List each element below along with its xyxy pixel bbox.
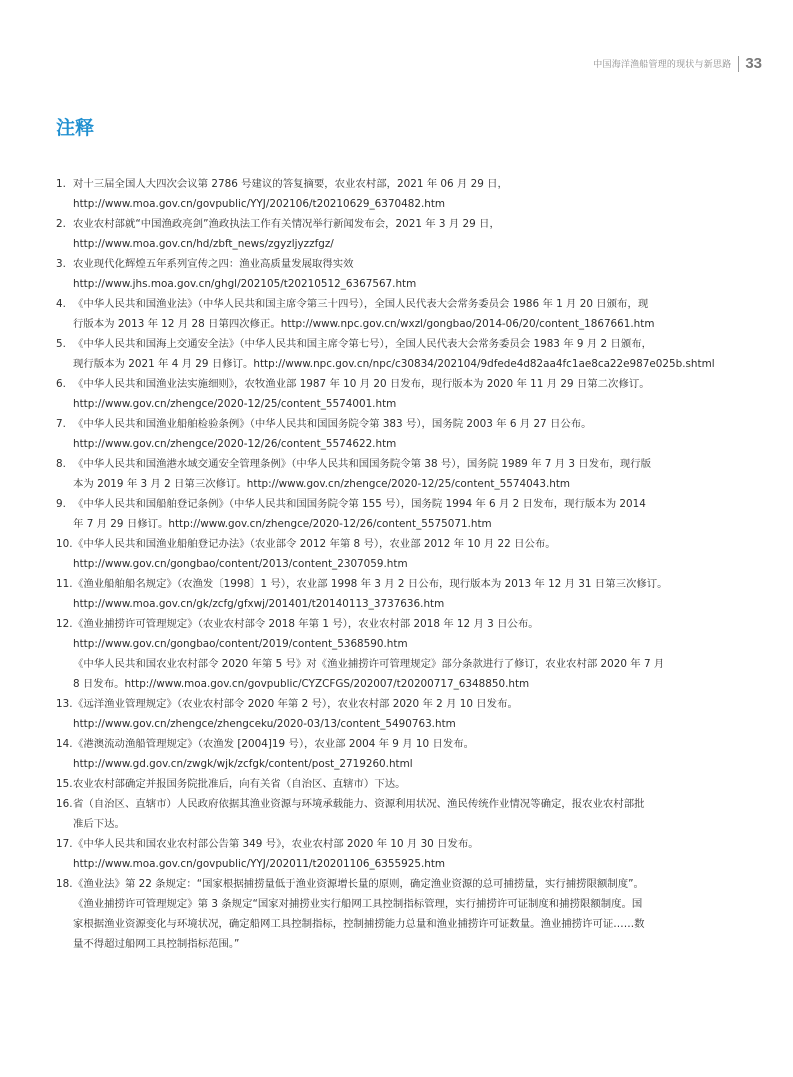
note-line: 《渔业船舶船名规定》（农渔发〔1998〕1 号），农业部 1998 年 3 月 2 日公布，现行版本为 2013 年 12 月 31 日第三次修订。 — [73, 578, 668, 590]
note-text — [73, 834, 739, 874]
note-item — [56, 414, 739, 454]
note-url: http://www.gov.cn/zhengce/2020-12/26/content_5574622.htm — [73, 438, 397, 450]
note-number: 13. — [56, 698, 73, 710]
note-line: 《中华人民共和国农业农村部令 2020 年第 5 号》对《渔业捕捞许可管理规定》部分条款进行了修订，农业农村部 2020 年 7 月 — [73, 658, 665, 670]
note-line: 《港澳流动渔船管理规定》（农渔发 [2004]19 号），农业部 2004 年 9 月 10 日发布。 — [73, 738, 475, 750]
note-item — [56, 694, 739, 734]
note-url: http://www.moa.gov.cn/govpublic/YYJ/202011/t20201106_6355925.htm — [73, 858, 446, 870]
note-line: 本为 2019 年 3 月 2 日第三次修订。http://www.gov.cn/zhengce/2020-12/25/content_5574043.htm — [73, 478, 571, 490]
note-line: 对十三届全国人大四次会议第 2786 号建议的答复摘要，农业农村部，2021 年 06 月 29 日， — [73, 178, 508, 190]
note-number: 18. — [56, 878, 73, 890]
note-url: http://www.gd.gov.cn/zwgk/wjk/zcfgk/content/post_2719260.html — [73, 758, 413, 770]
note-number: 11. — [56, 578, 73, 590]
note-item — [56, 374, 739, 414]
note-item — [56, 734, 739, 774]
running-title: 中国海洋渔船管理的现状与新思路 — [593, 60, 732, 70]
note-line: 量不得超过船网工具控制指标范围。” — [73, 938, 240, 950]
note-text — [73, 534, 739, 574]
note-text — [73, 614, 739, 694]
note-line: 《渔业法》第 22 条规定：“国家根据捕捞量低于渔业资源增长量的原则，确定渔业资源的总可捕捞量，实行捕捞限额制度”。 — [73, 878, 644, 890]
header-divider — [738, 56, 739, 72]
note-url: http://www.moa.gov.cn/govpublic/YYJ/202106/t20210629_6370482.htm — [73, 198, 446, 210]
note-text — [73, 454, 739, 494]
note-line: 《中华人民共和国渔业船舶检验条例》（中华人民共和国国务院令第 383 号），国务院 2003 年 6 月 27 日公布。 — [73, 418, 592, 430]
note-line: 现行版本为 2021 年 4 月 29 日修订。http://www.npc.gov.cn/npc/c30834/202104/9dfede4d82aa4fc1ae8ca22e987e025b.shtml — [73, 358, 715, 370]
note-item — [56, 454, 739, 494]
section-title: 注释 — [56, 117, 95, 139]
note-url: http://www.moa.gov.cn/hd/zbft_news/zgyzljyzzfgz/ — [73, 238, 334, 250]
note-item — [56, 214, 739, 254]
note-number: 12. — [56, 618, 73, 630]
note-number: 5. — [56, 338, 66, 350]
note-text — [73, 494, 739, 534]
note-text — [73, 734, 739, 774]
page-header — [593, 55, 762, 72]
note-line: 《中华人民共和国海上交通安全法》（中华人民共和国主席令第七号），全国人民代表大会常务委员会 1983 年 9 月 2 日颁布， — [73, 338, 652, 350]
note-line: 农业现代化辉煌五年系列宣传之四：渔业高质量发展取得实效 — [73, 258, 354, 270]
note-text — [73, 334, 739, 374]
note-text — [73, 794, 739, 834]
note-url: http://www.jhs.moa.gov.cn/ghgl/202105/t20210512_6367567.htm — [73, 278, 417, 290]
note-text — [73, 254, 739, 294]
note-text — [73, 694, 739, 734]
note-item — [56, 254, 739, 294]
note-text — [73, 174, 739, 214]
note-line: 8 日发布。http://www.moa.gov.cn/govpublic/CYZCFGS/202007/t20200717_6348850.htm — [73, 678, 530, 690]
note-line: 准后下达。 — [73, 818, 125, 830]
note-text — [73, 214, 739, 254]
note-number: 15. — [56, 778, 73, 790]
note-line: 《渔业捕捞许可管理规定》（农业农村部令 2018 年第 1 号），农业农村部 2018 年 12 月 3 日公布。 — [73, 618, 539, 630]
note-line: 农业农村部就“中国渔政亮剑”渔政执法工作有关情况举行新闻发布会，2021 年 3 月 29 日， — [73, 218, 500, 230]
note-item — [56, 174, 739, 214]
note-line: 《中华人民共和国渔业法》（中华人民共和国主席令第三十四号），全国人民代表大会常务委员会 1986 年 1 月 20 日颁布，现 — [73, 298, 649, 310]
note-line: 《中华人民共和国渔业船舶登记办法》（农业部令 2012 年第 8 号），农业部 2012 年 10 月 22 日公布。 — [73, 538, 556, 550]
note-number: 6. — [56, 378, 66, 390]
note-text — [73, 374, 739, 414]
note-line: 年 7 月 29 日修订。http://www.gov.cn/zhengce/2020-12/26/content_5575071.htm — [73, 518, 492, 530]
note-text — [73, 774, 739, 794]
note-number: 16. — [56, 798, 73, 810]
note-item — [56, 494, 739, 534]
note-line: 《远洋渔业管理规定》（农业农村部令 2020 年第 2 号），农业农村部 2020 年 2 月 10 日发布。 — [73, 698, 518, 710]
note-number: 17. — [56, 838, 73, 850]
note-url: http://www.gov.cn/zhengce/2020-12/25/content_5574001.htm — [73, 398, 397, 410]
note-number: 9. — [56, 498, 66, 510]
note-item — [56, 294, 739, 334]
note-item — [56, 534, 739, 574]
note-line: 家根据渔业资源变化与环境状况，确定船网工具控制指标，控制捕捞能力总量和渔业捕捞许可证数量。渔业捕捞许可证……数 — [73, 918, 645, 930]
note-text — [73, 574, 739, 614]
note-line: 《渔业捕捞许可管理规定》第 3 条规定“国家对捕捞业实行船网工具控制指标管理，实行捕捞许可证制度和捕捞限额制度。国 — [73, 898, 643, 910]
note-line: 《中华人民共和国船舶登记条例》（中华人民共和国国务院令第 155 号），国务院 1994 年 6 月 2 日发布，现行版本为 2014 — [73, 498, 646, 510]
note-number: 10. — [56, 538, 73, 550]
note-number: 3. — [56, 258, 66, 270]
page-number: 33 — [745, 55, 762, 72]
note-item — [56, 794, 739, 834]
note-number: 8. — [56, 458, 66, 470]
notes-list — [56, 174, 739, 954]
note-number: 4. — [56, 298, 66, 310]
note-number: 1. — [56, 178, 66, 190]
note-line: 行版本为 2013 年 12 月 28 日第四次修正。http://www.npc.gov.cn/wxzl/gongbao/2014-06/20/content_1867661.htm — [73, 318, 655, 330]
note-line: 省（自治区、直辖市）人民政府依据其渔业资源与环境承载能力、资源利用状况、渔民传统作业情况等确定，报农业农村部批 — [73, 798, 645, 810]
note-item — [56, 614, 739, 694]
note-line: 《中华人民共和国渔业法实施细则》，农牧渔业部 1987 年 10 月 20 日发布，现行版本为 2020 年 11 月 29 日第二次修订。 — [73, 378, 650, 390]
note-url: http://www.moa.gov.cn/gk/zcfg/gfxwj/201401/t20140113_3737636.htm — [73, 598, 445, 610]
note-number: 14. — [56, 738, 73, 750]
note-url: http://www.gov.cn/zhengce/zhengceku/2020-03/13/content_5490763.htm — [73, 718, 456, 730]
note-text — [73, 874, 739, 954]
note-item — [56, 334, 739, 374]
note-line: 农业农村部确定并报国务院批准后，向有关省（自治区、直辖市）下达。 — [73, 778, 406, 790]
note-item — [56, 574, 739, 614]
note-item — [56, 774, 739, 794]
note-number: 7. — [56, 418, 66, 430]
note-url: http://www.gov.cn/gongbao/content/2019/content_5368590.htm — [73, 638, 408, 650]
note-url: http://www.gov.cn/gongbao/content/2013/content_2307059.htm — [73, 558, 408, 570]
note-line: 《中华人民共和国农业农村部公告第 349 号》，农业农村部 2020 年 10 月 30 日发布。 — [73, 838, 479, 850]
note-number: 2. — [56, 218, 66, 230]
note-line: 《中华人民共和国渔港水域交通安全管理条例》（中华人民共和国国务院令第 38 号），国务院 1989 年 7 月 3 日发布，现行版 — [73, 458, 652, 470]
note-item — [56, 874, 739, 954]
note-text — [73, 414, 739, 454]
note-item — [56, 834, 739, 874]
note-text — [73, 294, 739, 334]
